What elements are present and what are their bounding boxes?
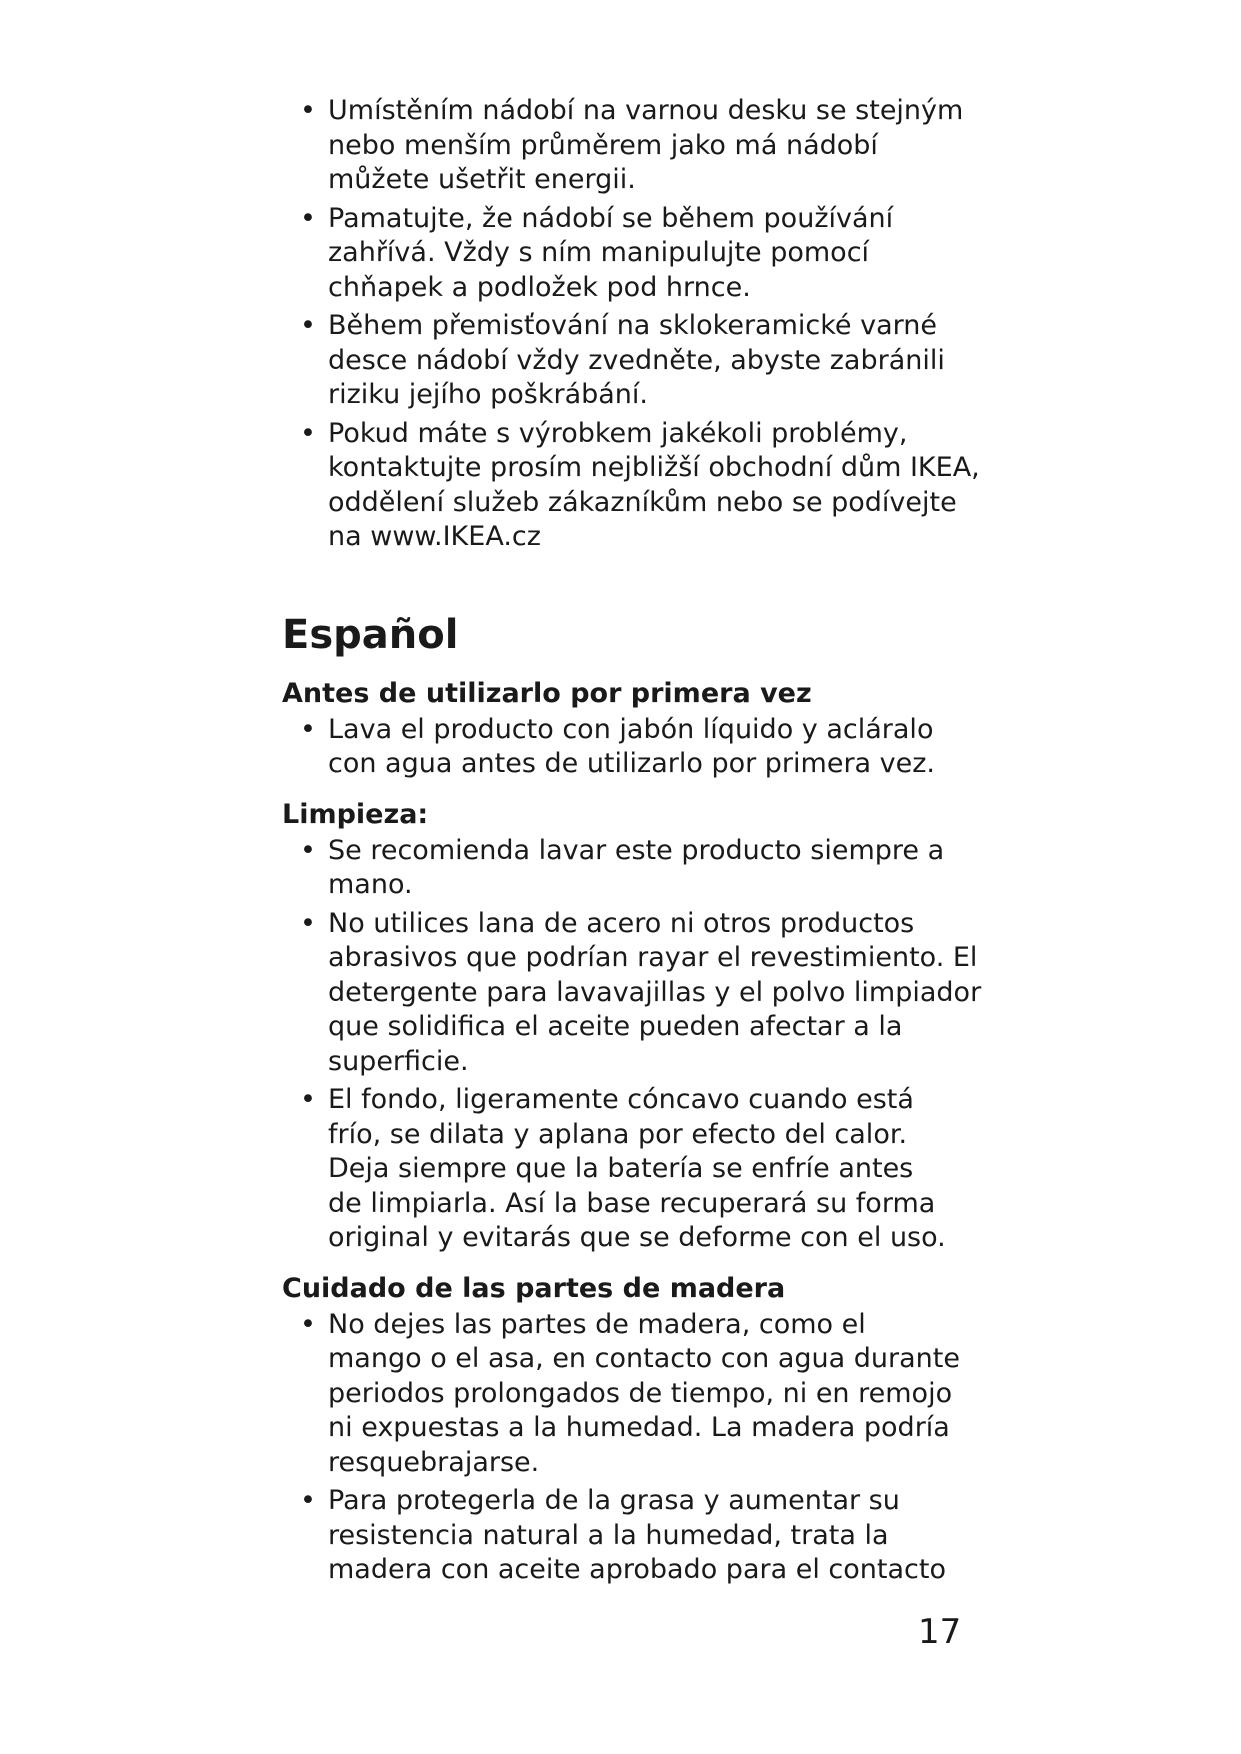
- document-page: [282, 94, 982, 1592]
- bullet-icon: •: [300, 95, 316, 126]
- bullet-icon: •: [300, 834, 316, 866]
- list-item: [282, 309, 982, 413]
- list-item-text: Se recomienda lavar este producto siempre a mano.: [328, 834, 945, 900]
- list-item: [282, 417, 982, 555]
- heading-cleaning: Limpieza:: [282, 798, 429, 830]
- bullet-icon: •: [300, 1084, 316, 1115]
- list-item: [282, 1308, 982, 1481]
- list-item-text: Pamatujte, že nádobí se během používání zahřívá. Vždy s ním manipulujte pomocí chňapek a podložek pod hrnce.: [328, 202, 894, 303]
- list-item-text: No dejes las partes de madera, como el mango o el asa, en contacto con agua durante periodos prolongados de tiempo, ni en remojo ni expuestas a la humedad. La madera podría resquebrajarse.: [328, 1308, 960, 1478]
- list-item-text: Para protegerla de la grasa y aumentar su resistencia natural a la humedad, trata la madera con aceite aprobado para el contacto: [328, 1485, 946, 1585]
- bullet-icon: •: [300, 1308, 316, 1340]
- list-item: [282, 94, 982, 198]
- list-item: [282, 202, 982, 306]
- list-item-text: El fondo, ligeramente cóncavo cuando está frío, se dilata y aplana por efecto del calor. Deja siempre que la batería se enfríe antes de limpiarla. Así la base recuperará su forma original y evitarás que se deforme con el uso.: [328, 1084, 946, 1253]
- list-item-text: Umístěním nádobí na varnou desku se stejným nebo menším průměrem jako má nádobí můžete ušetřit energii.: [328, 95, 964, 195]
- list-item-text: Lava el producto con jabón líquido y acláralo con agua antes de utilizarlo por primera vez.: [328, 713, 936, 779]
- bullet-icon: •: [300, 310, 316, 341]
- list-item: [282, 713, 982, 782]
- cleaning-bullet-list: [282, 834, 982, 1256]
- bullet-icon: •: [300, 202, 316, 234]
- first-use-bullet-list: [282, 713, 982, 782]
- wood-care-bullet-list: [282, 1308, 982, 1588]
- list-item: [282, 907, 982, 1080]
- heading-wood-care: Cuidado de las partes de madera: [282, 1272, 786, 1304]
- page-number: 17: [918, 1612, 962, 1652]
- list-item: [282, 1484, 982, 1588]
- bullet-icon: •: [300, 907, 316, 939]
- list-item-text: Během přemisťování na sklokeramické varné desce nádobí vždy zvedněte, abyste zabránili riziku jejího poškrábání.: [328, 310, 945, 410]
- bullet-icon: •: [300, 417, 316, 449]
- czech-bullet-list: [282, 94, 982, 555]
- list-item: [282, 1083, 982, 1256]
- bullet-icon: •: [300, 713, 316, 745]
- section-title-espanol: Español: [282, 611, 459, 658]
- list-item-text: Pokud máte s výrobkem jakékoli problémy, kontaktujte prosím nejbližší obchodní dům IKEA, oddělení služeb zákazníkům nebo se podívejte na www.IKEA.cz: [328, 417, 980, 552]
- heading-first-use: Antes de utilizarlo por primera vez: [282, 677, 812, 709]
- bullet-icon: •: [300, 1485, 316, 1516]
- list-item-text: No utilices lana de acero ni otros productos abrasivos que podrían rayar el revestimiento. El detergente para lavavajillas y el polvo limpiador que solidifica el aceite pueden afectar a la superficie.: [328, 907, 982, 1077]
- list-item: [282, 834, 982, 903]
